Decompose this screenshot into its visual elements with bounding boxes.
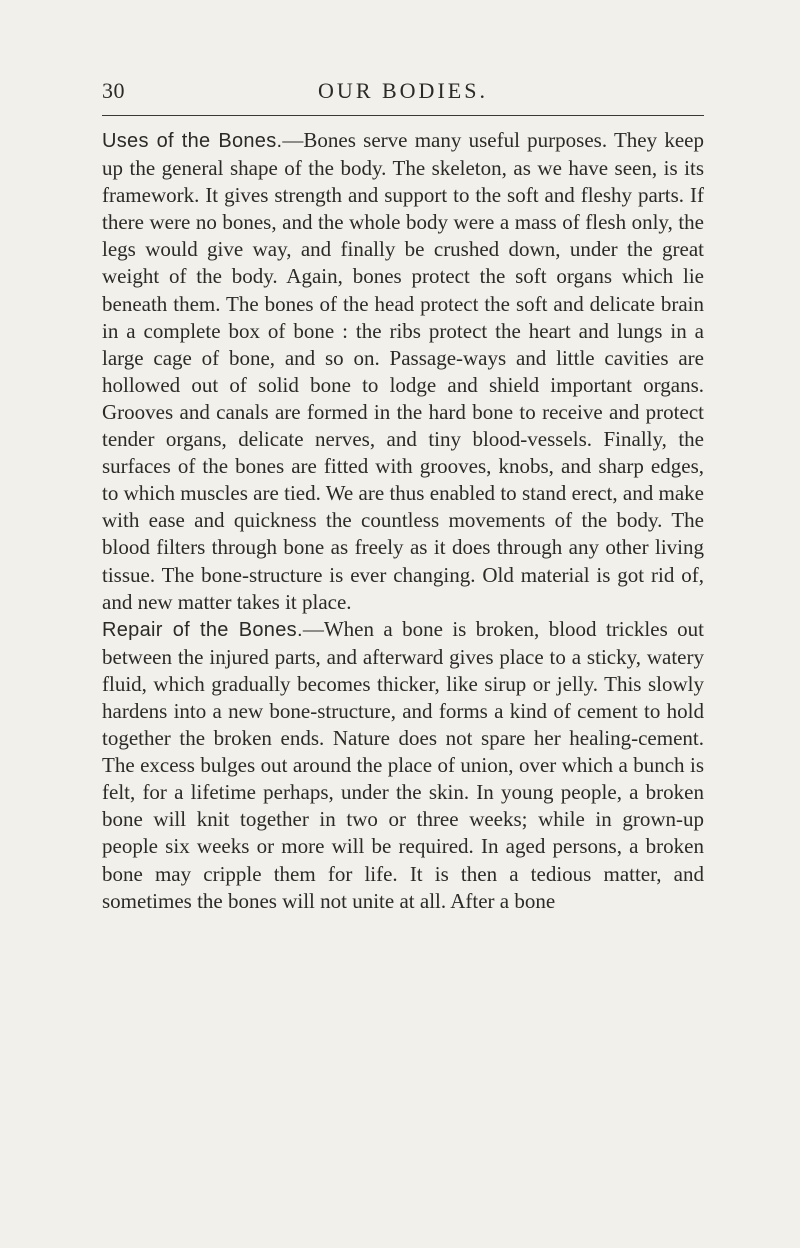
header-rule [102,115,704,116]
body-text [102,127,704,915]
running-head [102,78,704,108]
paragraph-text: —Bones serve many useful purposes. They keep up the general shape of the body. The skeleton, as we have seen, is its framework. It gives strength and support to the soft and fleshy parts. If there were no bones, and the whole body were a mass of flesh only, the legs would give way, and finally be crushed down, under the great weight of the body. Again, bones protect the soft organs which lie beneath them. The bones of the head protect the soft and delicate brain in a complete box of bone : the ribs protect the heart and lungs in a large cage of bone, and so on. Passage-ways and little cavities are hollowed out of solid bone to lodge and shield important organs. Grooves and canals are formed in the hard bone to receive and protect tender organs, delicate nerves, and tiny blood-vessels. Finally, the surfaces of the bones are fitted with grooves, knobs, and sharp edges, to which muscles are tied. We are thus enabled to stand erect, and make with ease and quickness the countless movements of the body. The blood filters through bone as freely as it does through any other living tissue. The bone-structure is ever changing. Old material is got rid of, and new matter takes it place. [102,128,704,614]
paragraph-repair-of-bones [102,616,704,915]
paragraph-text: —When a bone is broken, blood trickles out between the injured parts, and afterward gives place to a sticky, watery fluid, which gradually becomes thicker, like sirup or jelly. This slowly hardens into a new bone-structure, and forms a kind of cement to hold together the broken ends. Nature does not spare her healing-cement. The excess bulges out around the place of union, over which a bunch is felt, for a lifetime perhaps, under the skin. In young people, a broken bone will knit together in two or three weeks; while in grown-up people six weeks or more will be required. In aged persons, a broken bone may cripple them for life. It is then a tedious matter, and sometimes the bones will not unite at all. After a bone [102,616,704,913]
running-title: OUR BODIES. [318,78,488,103]
page-number: 30 [102,78,125,103]
section-heading-uses: Uses of the Bones. [102,130,283,152]
paragraph-uses-of-bones [102,127,704,616]
section-heading-repair: Repair of the Bones. [102,618,303,641]
